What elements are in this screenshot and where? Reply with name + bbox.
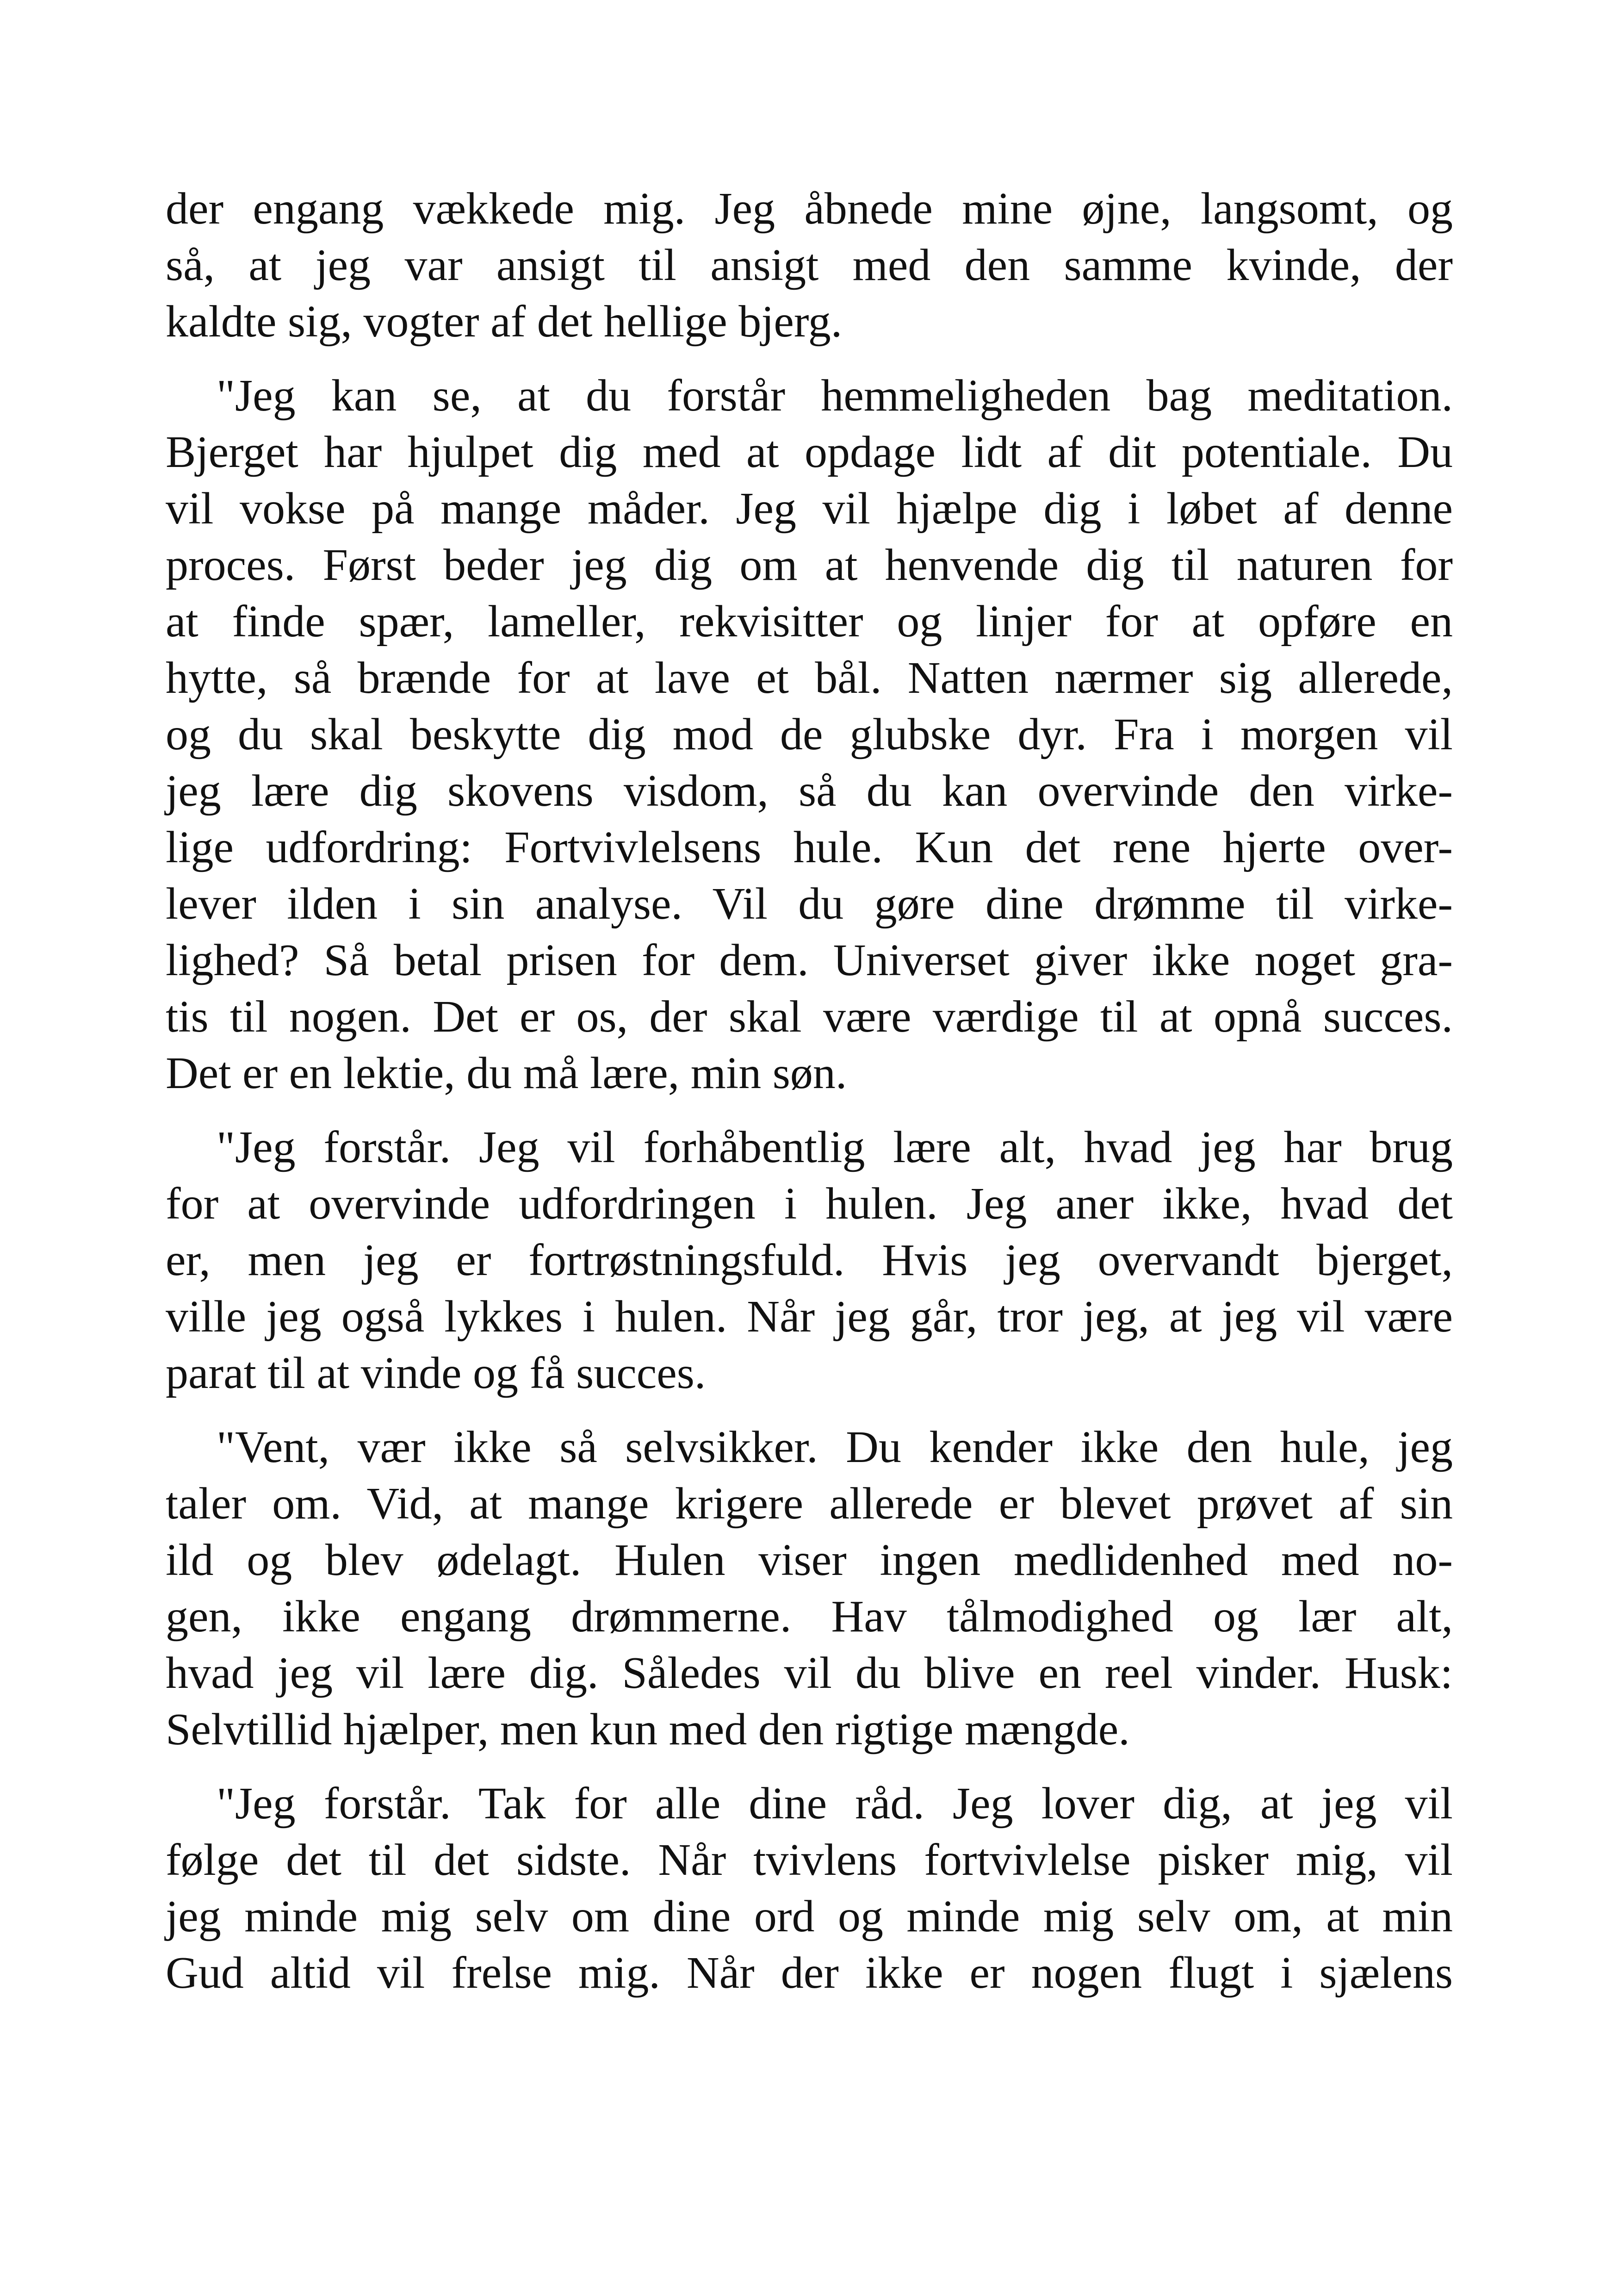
text-line: Det er en lektie, du må lære, min søn. xyxy=(166,1048,847,1098)
paragraph-4 xyxy=(166,1419,1453,1758)
text-line: jeg minde mig selv om dine ord og minde mig selv om, at min xyxy=(166,1892,1453,1941)
paragraph-3 xyxy=(166,1119,1453,1401)
text-line: lever ilden i sin analyse. Vil du gøre dine drømme til virke- xyxy=(166,879,1453,929)
text-line: og du skal beskytte dig mod de glubske dyr. Fra i morgen vil xyxy=(166,709,1453,759)
text-line: Selvtillid hjælper, men kun med den rigtige mængde. xyxy=(166,1705,1130,1755)
text-line: følge det til det sidste. Når tvivlens fortvivlelse pisker mig, vil xyxy=(166,1835,1453,1885)
text-line: kaldte sig, vogter af det hellige bjerg. xyxy=(166,297,843,347)
text-line: "Jeg forstår. Jeg vil forhåbentlig lære alt, hvad jeg har brug xyxy=(217,1122,1453,1172)
text-line: vil vokse på mange måder. Jeg vil hjælpe dig i løbet af denne xyxy=(166,484,1453,534)
text-line: "Vent, vær ikke så selvsikker. Du kender ikke den hule, jeg xyxy=(217,1422,1453,1472)
text-line: ville jeg også lykkes i hulen. Når jeg går, tror jeg, at jeg vil være xyxy=(166,1292,1453,1342)
text-line: "Jeg kan se, at du forstår hemmeligheden bag meditation. xyxy=(217,371,1453,421)
text-line: at finde spær, lameller, rekvisitter og linjer for at opføre en xyxy=(166,597,1453,647)
text-line: tis til nogen. Det er os, der skal være værdige til at opnå succes. xyxy=(166,992,1453,1042)
paragraph-5 xyxy=(166,1775,1453,2001)
text-line: for at overvinde udfordringen i hulen. Jeg aner ikke, hvad det xyxy=(166,1179,1453,1229)
text-line: Gud altid vil frelse mig. Når der ikke er nogen flugt i sjælens xyxy=(166,1948,1453,1998)
text-line: hvad jeg vil lære dig. Således vil du blive en reel vinder. Husk: xyxy=(166,1648,1453,1698)
text-line: ild og blev ødelagt. Hulen viser ingen medlidenhed med no- xyxy=(166,1535,1453,1585)
text-line: proces. Først beder jeg dig om at henvende dig til naturen for xyxy=(166,540,1453,590)
text-line: parat til at vinde og få succes. xyxy=(166,1348,706,1398)
text-line: der engang vækkede mig. Jeg åbnede mine øjne, langsomt, og xyxy=(166,184,1453,234)
text-line: lighed? Så betal prisen for dem. Universet giver ikke noget gra- xyxy=(166,935,1453,985)
text-line: jeg lære dig skovens visdom, så du kan overvinde den virke- xyxy=(166,766,1453,816)
text-line: lige udfordring: Fortvivlelsens hule. Kun det rene hjerte over- xyxy=(166,822,1453,872)
text-line: så, at jeg var ansigt til ansigt med den samme kvinde, der xyxy=(166,240,1453,290)
text-line: gen, ikke engang drømmerne. Hav tålmodighed og lær alt, xyxy=(166,1592,1453,1642)
text-line: "Jeg forstår. Tak for alle dine råd. Jeg lover dig, at jeg vil xyxy=(217,1779,1453,1829)
text-line: Bjerget har hjulpet dig med at opdage lidt af dit potentiale. Du xyxy=(166,427,1453,477)
text-line: hytte, så brænde for at lave et bål. Natten nærmer sig allerede, xyxy=(166,653,1453,703)
paragraph-2 xyxy=(166,367,1453,1101)
paragraph-1 xyxy=(166,180,1453,350)
text-line: er, men jeg er fortrøstningsfuld. Hvis jeg overvandt bjerget, xyxy=(166,1235,1453,1285)
text-line: taler om. Vid, at mange krigere allerede er blevet prøvet af sin xyxy=(166,1479,1453,1529)
book-page xyxy=(166,180,1453,2019)
